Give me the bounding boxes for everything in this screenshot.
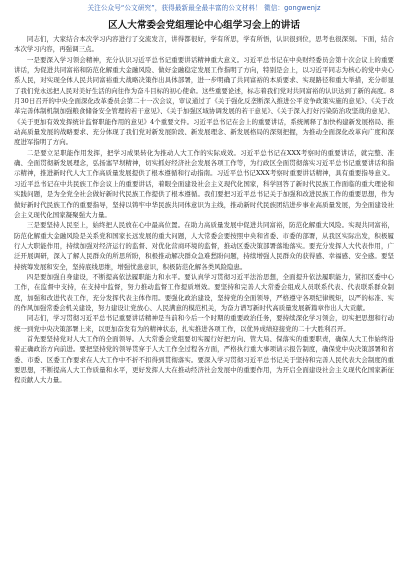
paragraph-4: 三是要坚持人民至上，始终把人民放在心中最高位置。在助力高质量发展中促进共同富裕，防范化解重大风险。实现共同富裕，防范化解重大金融风险是关系党和国家长远发展的重大问题，人大常委会要按照中央和省委、市委的部署，从我区实际出发，积极履行人大职能作用，持续加强对经济运行的监督、对优化营商环境的监督，推动区委决策部署落地落实。要充分发挥人大代表作用，广泛开展调研，深入了解人民群众的所思所盼，积极推动解决群众急难愁盼问题，持续增强人民群众的获得感、幸福感、安全感。要坚持统筹发展和安全，坚持底线思维，增强忧患意识，积极防范化解各类风险隐患。 bbox=[14, 221, 394, 271]
document-title: 区人大常委会党组理论中心组学习会上的讲话 bbox=[108, 20, 300, 31]
paragraph-1: 同志们，大家结合本次学习内容进行了交流发言，讲得都很好，学有所思，学有所悟，认识很到位，思考也很深刻。下面，结合本次学习内容，再强调三点。 bbox=[14, 35, 394, 54]
paragraph-3: 二是要立足职能作用发挥，把学习成果转化为推动人大工作的实际成效。习近平总书记在XXX考察时的重要讲话，就完整、准确、全面贯彻新发展理念，弘扬塞罕坝精神，切实抓好经济社会发展各项工作等，为行政区全面贯彻落实习近平总书记重要讲话和指示精神，推进新时代人大工作高质量发展提供了根本遵循和行动指南。习近平总书记XXX考察时重要讲话精神，具有重要指导意义。习近平总书记在中共民族工作会议上的重要讲话，着眼全面建设社会主义现代化国家，科学回答了新时代民族工作面临的重大理论和实践问题，是为全党全社会做好新时代民族工作提供了根本遵循。我们要把习近平总书记关于加强和改进民族工作的重要思想，作为做好新时代民族工作的重要指导，坚持以铸牢中华民族共同体意识为主线，推动新时代民族团结进步事业高质量发展，为全面建设社会主义现代化国家凝聚强大力量。 bbox=[14, 148, 394, 219]
paragraph-5: 四是要加强自身建设，不断提高依法履职能力和水平。要认真学习贯彻习近平法治思想，全面提升依法履职能力，紧扣区委中心工作，在监督中支持，在支持中监督，努力推动监督工作提质增效。要坚持和完善人大常委会组成人员联系代表、代表联系群众制度，加强和改进代表工作，充分发挥代表主体作用。要强化政治建设，坚持党的全面领导，严格遵守各项纪律规矩，以严的标准、实的作风加强常委会机关建设，努力建设让党放心、人民满意的模范机关，为奋力谱写新时代高质量发展新篇章作出人大贡献。 bbox=[14, 272, 394, 312]
paragraph-7: 首先要坚持党对人大工作的全面领导。人大常委会党组要切实履行好把方向、管大局、保落实的重要职责，确保人大工作始终沿着正确政治方向前进。要把坚持党的领导贯穿于人大工作全过程各方面，严格执行重大事项请示报告制度，确保党中央决策部署和省委、市委、区委工作要求在人大工作中不折不扣得到贯彻落实。要深入学习贯彻习近平总书记关于坚持和完善人民代表大会制度的重要思想，不断提高人大工作质量和水平，更好发挥人大在推动经济社会发展中的重要作用，为开启全面建设社会主义现代化国家新征程贡献人大力量。 bbox=[14, 334, 394, 385]
paragraph-6: 同志们，学习贯彻习近平总书记重要讲话精神是当前和今后一个时期的重要政治任务，要持续深化学习领会，切实把思想和行动统一到党中央决策部署上来，以更加奋发有为的精神状态，扎实推进各项工作，以优异成绩迎接党的二十大胜利召开。 bbox=[14, 314, 394, 333]
paragraph-2: 一是要深入学习领会精神，充分认识习近平总书记重要讲话精神重大意义。习近平总书记在中央财经委员会第十次会议上的重要讲话，为促进共同富裕和防范化解重大金融风险、做好金融稳定发展工作指明了方向，特别是会上，以习近平同志为核心的党中央心系人民，对实现全体人民共同富裕重大战略决策作出具体部署，进一步明确了共同富裕的本质要求、实现路径和重大举措，充分彰显了我们党永远把人民对美好生活的向往作为奋斗目标的初心使命。这些重要论述，标志着我们党对共同富裕的认识达到了新的高度。8月30日召开的中央全面深化改革委员会第二十一次会议，审议通过了《关于强化反垄断深入推进公平竞争政策实施的意见》、《关于改革完善体制机制加强粮食储备安全管理的若干意见》、《关于加强区域协调发展的若干意见》、《关于深入打好污染防治攻坚战的意见》、《关于更加有效发挥统计监督职能作用的意见》4个重要文件。习近平总书记在会上的重要讲话，系统阐释了加快构建新发展格局、推动高质量发展的战略要求、充分体现了我们党对新发展阶段、新发展理念、新发展格局的深刻把握，为推动全面深化改革向广度和深度进军指明了方向。 bbox=[14, 55, 394, 147]
document-body bbox=[14, 34, 394, 386]
watermark-banner: 关注公众号“公文研究”，获得最新最全最丰富的公文材料！ 微信：gongwenjz bbox=[87, 4, 321, 12]
